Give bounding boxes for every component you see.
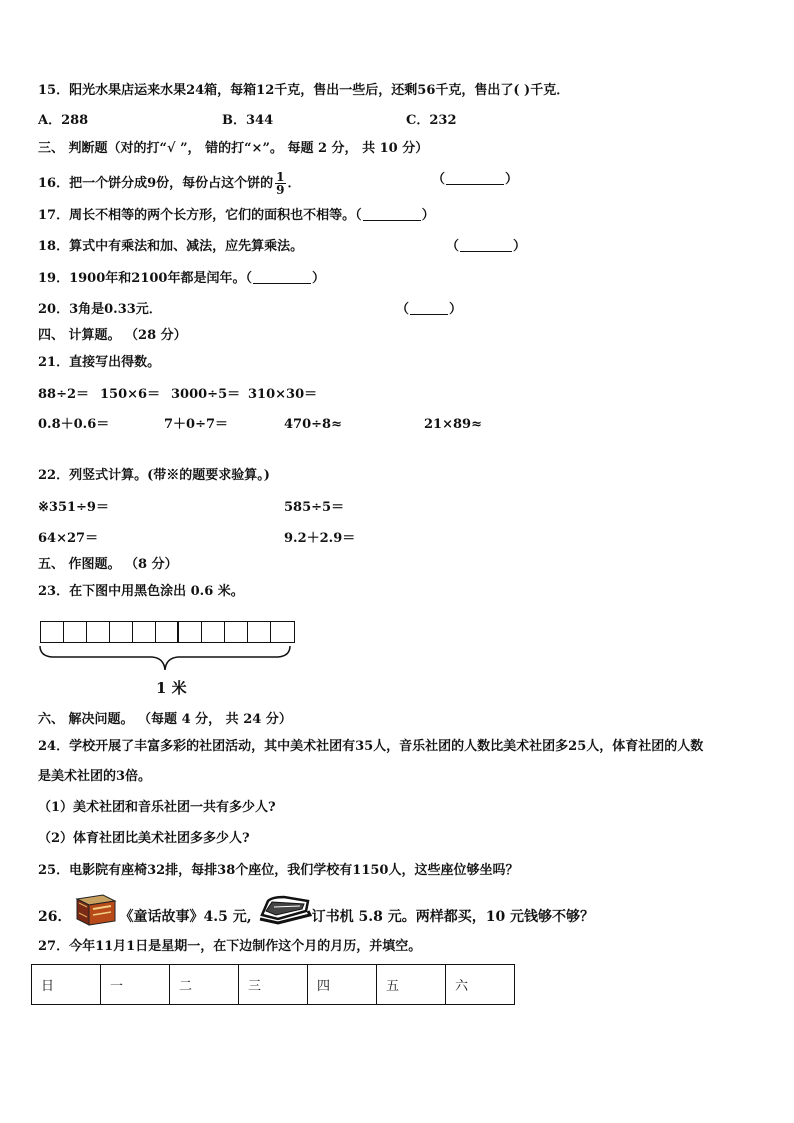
strip-cell[interactable]	[133, 622, 156, 642]
question-24-sub2: （2）体育社团比美术社团多多少人?	[38, 831, 250, 846]
q26-number: 26．	[38, 909, 72, 925]
q19-answer-blank[interactable]	[245, 271, 325, 286]
answer-line	[446, 172, 504, 185]
strip-cell[interactable]	[271, 622, 294, 642]
section-6-heading: 六、 解决问题。 （每题 4 分， 共 24 分）	[38, 712, 292, 727]
q16-answer-blank[interactable]	[432, 171, 518, 189]
stapler-price-text: 订书机 5.8 元。两样都买，10 元钱够不够？	[311, 909, 595, 925]
question-27-title: 27．今年11月1日是星期一，在下边制作这个月的月历，并填空。	[38, 939, 422, 954]
book-icon	[71, 893, 119, 941]
answer-line	[363, 208, 421, 221]
strip-cell[interactable]	[41, 622, 64, 642]
question-18: 18．算式中有乘法和加、减法，应先算乘法。	[38, 239, 304, 254]
vertical-calc-item: 585÷5＝	[284, 500, 345, 515]
q16-text-end: ．	[287, 176, 301, 191]
weekday-cell-wed: 三	[239, 965, 308, 1005]
strip-cell[interactable]	[110, 622, 133, 642]
calc-item: 7＋0÷7＝	[164, 417, 229, 432]
question-19	[38, 270, 325, 288]
paren-open: （	[245, 271, 252, 286]
question-23-title: 23．在下图中用黑色涂出 0.6 米。	[38, 584, 244, 599]
question-22-title: 22．列竖式计算。(带※的题要求验算。)	[38, 468, 270, 483]
weekday-cell-thu: 四	[308, 965, 377, 1005]
strip-cell[interactable]	[225, 622, 248, 642]
calendar-table	[31, 964, 515, 1005]
paren-open: （	[432, 172, 446, 187]
strip-cell[interactable]	[64, 622, 87, 642]
one-meter-label: 1 米	[156, 679, 187, 697]
book-price-text: 《童话故事》4.5 元,	[119, 909, 252, 925]
weekday-cell-sat: 六	[446, 965, 515, 1005]
fraction-denominator: 9	[276, 183, 285, 197]
q17-answer-blank[interactable]	[355, 208, 435, 223]
strip-cell[interactable]	[87, 622, 110, 642]
vertical-calc-item: 9.2＋2.9＝	[284, 531, 356, 546]
paren-close: ）	[311, 271, 325, 286]
weekday-cell-tue: 二	[170, 965, 239, 1005]
vertical-calc-item: ※351÷9＝	[38, 500, 109, 515]
q18-answer-blank[interactable]	[446, 238, 526, 256]
section-3-heading: 三、 判断题（对的打“√ ”， 错的打“×”。 每题 2 分， 共 10 分）	[38, 141, 429, 156]
question-21-title: 21．直接写出得数。	[38, 355, 161, 370]
question-20: 20．3角是0.33元．	[38, 302, 162, 317]
paren-close: ）	[449, 302, 463, 317]
question-24-sub1: （1）美术社团和音乐社团一共有多少人?	[38, 800, 276, 815]
weekday-cell-fri: 五	[377, 965, 446, 1005]
strip-cell[interactable]	[248, 622, 271, 642]
question-24-line1: 24．学校开展了丰富多彩的社团活动，其中美术社团有35人，音乐社团的人数比美术社团多25人，体育社团的人数	[38, 739, 704, 754]
question-24-line2: 是美术社团的3倍。	[38, 769, 152, 784]
paren-close: ）	[505, 172, 519, 187]
stapler-icon	[258, 893, 312, 941]
strip-cell[interactable]	[156, 622, 179, 642]
calc-item: 0.8＋0.6＝	[38, 417, 110, 432]
fraction-one-ninth	[275, 171, 285, 196]
q15-option-a: A．288	[38, 113, 89, 128]
question-25: 25．电影院有座椅32排，每排38个座位，我们学校有1150人，这些座位够坐吗？	[38, 863, 519, 878]
strip-cell[interactable]	[179, 622, 202, 642]
q15-option-c: C．232	[406, 113, 457, 128]
calc-item: 3000÷5＝	[171, 387, 241, 402]
q16-text: 16．把一个饼分成9份，每份占这个饼的	[38, 176, 274, 191]
paren-open: （	[396, 302, 410, 317]
question-15: 15．阳光水果店运来水果24箱，每箱12千克，售出一些后，还剩56千克，售出了( )千克．	[38, 83, 570, 98]
q19-text: 19．1900年和2100年都是闰年。	[38, 271, 246, 286]
fraction-numerator: 1	[276, 170, 285, 184]
q20-answer-blank[interactable]	[396, 301, 462, 319]
calc-item: 470÷8≈	[284, 417, 342, 432]
paren-close: ）	[513, 239, 527, 254]
vertical-calc-item: 64×27＝	[38, 531, 99, 546]
paren-open: （	[446, 239, 460, 254]
question-17	[38, 207, 435, 225]
paren-close: ）	[421, 208, 435, 223]
section-5-heading: 五、 作图题。 （8 分）	[38, 557, 178, 572]
strip-cell[interactable]	[202, 622, 225, 642]
curly-brace-icon	[38, 644, 292, 674]
question-16	[38, 171, 301, 196]
calc-item: 88÷2＝	[38, 387, 90, 402]
calc-item: 310×30＝	[248, 387, 318, 402]
calc-item: 21×89≈	[424, 417, 482, 432]
weekday-cell-mon: 一	[101, 965, 170, 1005]
answer-line	[253, 271, 311, 284]
weekday-cell-sun: 日	[32, 965, 101, 1005]
answer-line	[460, 239, 512, 252]
calendar-header-row	[32, 965, 515, 1005]
section-4-heading: 四、 计算题。 （28 分）	[38, 328, 187, 343]
calc-item: 150×6＝	[100, 387, 161, 402]
q15-option-b: B．344	[222, 113, 274, 128]
paren-open: （	[355, 208, 362, 223]
answer-line	[410, 302, 448, 315]
q17-text: 17．周长不相等的两个长方形，它们的面积也不相等。	[38, 208, 356, 223]
question-26	[38, 893, 594, 941]
meter-strip[interactable]	[40, 621, 295, 643]
